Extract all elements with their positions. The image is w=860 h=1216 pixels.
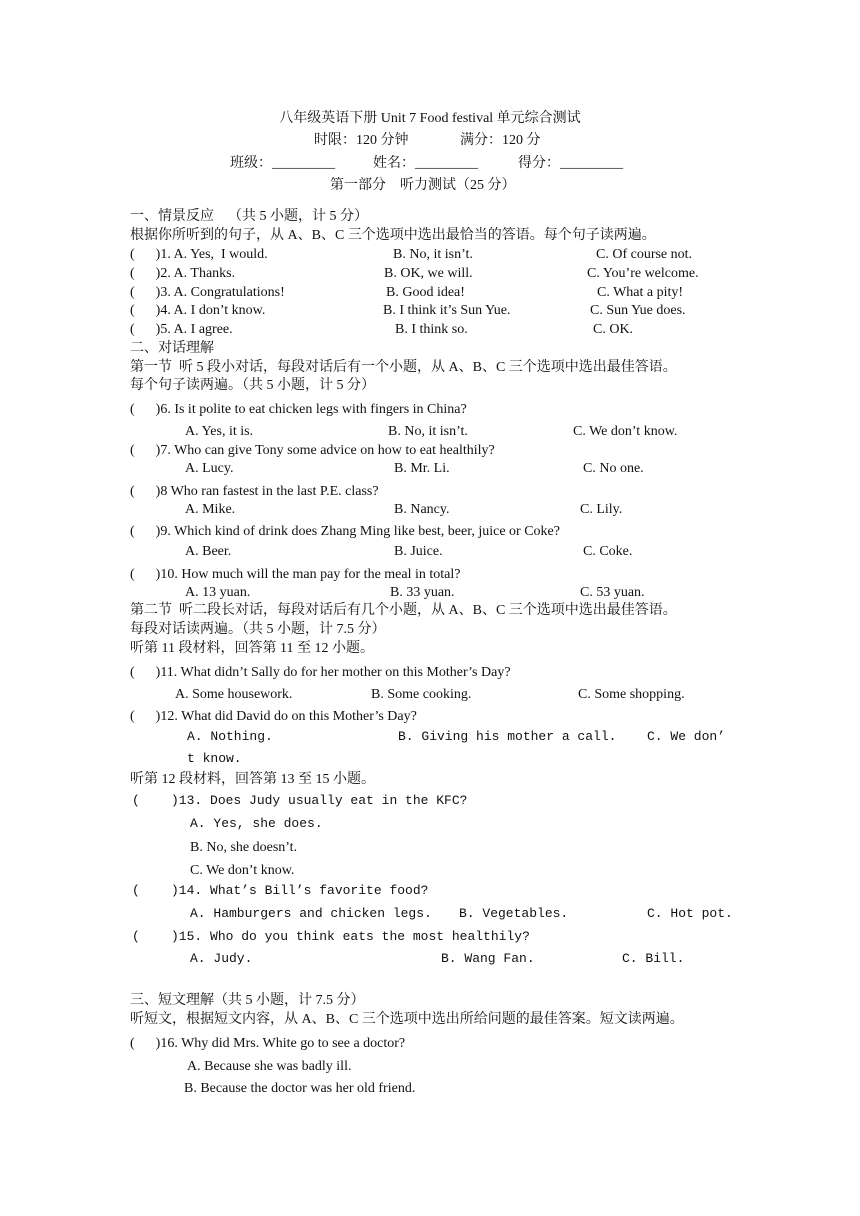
q1-option-b: B. No, it isn’t. xyxy=(393,247,473,262)
q2-option-b: B. OK, we will. xyxy=(384,266,473,281)
name-field: 姓名：_________ xyxy=(373,156,478,171)
q12-option-c: C. We don’ xyxy=(647,729,726,744)
section3-instructions: 听短文，根据短文内容，从 A、B、C 三个选项中选出所给问题的最佳答案。短文读两遍。 xyxy=(130,1012,684,1027)
q2-option-c: C. You’re welcome. xyxy=(587,266,699,281)
section2-part1-line1: 第一节 听 5 段小对话，每段对话后有一个小题，从 A、B、C 三个选项中选出最佳答语。 xyxy=(130,360,677,375)
q11-option-b: B. Some cooking. xyxy=(371,687,472,702)
q3-option-c: C. What a pity! xyxy=(597,285,684,300)
q14-option-b: B. Vegetables. xyxy=(459,906,569,921)
q16-stem: ( )16. Why did Mrs. White go to see a doctor? xyxy=(130,1036,406,1051)
part-one-heading: 第一部分 听力测试（25 分） xyxy=(330,178,516,193)
q16-option-a: A. Because she was badly ill. xyxy=(187,1059,352,1074)
q16-option-b: B. Because the doctor was her old friend. xyxy=(184,1081,416,1096)
section3-heading: 三、短文理解（共 5 小题，计 7.5 分） xyxy=(130,993,365,1008)
q8-stem: ( )8 Who ran fastest in the last P.E. class? xyxy=(130,484,379,499)
q6-option-b: B. No, it isn’t. xyxy=(388,424,468,439)
section1-instructions: 根据你所听到的句子，从 A、B、C 三个选项中选出最恰当的答语。每个句子读两遍。 xyxy=(130,228,656,243)
q12-option-a: A. Nothing. xyxy=(187,729,273,744)
q12-option-b: B. Giving his mother a call. xyxy=(398,729,617,744)
q6-option-a: A. Yes, it is. xyxy=(185,424,254,439)
q12-stem: ( )12. What did David do on this Mother’s Day? xyxy=(130,709,417,724)
q1-option-c: C. Of course not. xyxy=(596,247,693,262)
q10-option-a: A. 13 yuan. xyxy=(185,585,251,600)
q13-stem: ( )13. Does Judy usually eat in the KFC? xyxy=(132,793,468,808)
q3-stem: ( )3. A. Congratulations! xyxy=(130,285,285,300)
q9-option-a: A. Beer. xyxy=(185,544,232,559)
q14-option-a: A. Hamburgers and chicken legs. xyxy=(190,906,432,921)
q4-stem: ( )4. A. I don’t know. xyxy=(130,303,266,318)
q8-option-c: C. Lily. xyxy=(580,502,623,517)
section1-heading: 一、情景反应 （共 5 小题，计 5 分） xyxy=(130,209,368,224)
q5-stem: ( )5. A. I agree. xyxy=(130,322,233,337)
section2-part2-line1: 第二节 听二段长对话，每段对话后有几个小题，从 A、B、C 三个选项中选出最佳答语。 xyxy=(130,603,677,618)
q5-option-b: B. I think so. xyxy=(395,322,468,337)
q11-option-c: C. Some shopping. xyxy=(578,687,685,702)
class-field: 班级：_________ xyxy=(230,156,335,171)
q13-option-c: C. We don’t know. xyxy=(190,863,295,878)
section2-part2-line2: 每段对话读两遍。（共 5 小题，计 7.5 分） xyxy=(130,622,386,637)
q11-option-a: A. Some housework. xyxy=(175,687,293,702)
time-limit: 时限：120 分钟 xyxy=(314,133,409,148)
score-field: 得分：_________ xyxy=(518,156,623,171)
material-11-note: 听第 11 段材料，回答第 11 至 12 小题。 xyxy=(130,641,374,656)
section2-part1-line2: 每个句子读两遍。（共 5 小题，计 5 分） xyxy=(130,378,375,393)
q9-option-b: B. Juice. xyxy=(394,544,443,559)
q5-option-c: C. OK. xyxy=(593,322,634,337)
q8-option-a: A. Mike. xyxy=(185,502,236,517)
q14-stem: ( )14. What’s Bill’s favorite food? xyxy=(132,883,429,898)
q4-option-b: B. I think it’s Sun Yue. xyxy=(383,303,511,318)
q4-option-c: C. Sun Yue does. xyxy=(590,303,686,318)
q9-stem: ( )9. Which kind of drink does Zhang Ming like best, beer, juice or Coke? xyxy=(130,524,560,539)
q3-option-b: B. Good idea! xyxy=(386,285,465,300)
q11-stem: ( )11. What didn’t Sally do for her mother on this Mother’s Day? xyxy=(130,665,511,680)
q13-option-a: A. Yes, she does. xyxy=(190,816,323,831)
q15-option-c: C. Bill. xyxy=(622,951,685,966)
q1-stem: ( )1. A. Yes, I would. xyxy=(130,247,268,262)
q10-option-c: C. 53 yuan. xyxy=(580,585,645,600)
full-score: 满分：120 分 xyxy=(460,133,541,148)
q2-stem: ( )2. A. Thanks. xyxy=(130,266,236,281)
q9-option-c: C. Coke. xyxy=(583,544,633,559)
section2-heading: 二、对话理解 xyxy=(130,341,214,356)
q7-option-c: C. No one. xyxy=(583,461,644,476)
page-title: 八年级英语下册 Unit 7 Food festival 单元综合测试 xyxy=(279,111,581,126)
q10-option-b: B. 33 yuan. xyxy=(390,585,455,600)
q12-option-c-continued: t know. xyxy=(187,751,242,766)
q15-option-a: A. Judy. xyxy=(190,951,253,966)
q6-option-c: C. We don’t know. xyxy=(573,424,678,439)
q7-option-a: A. Lucy. xyxy=(185,461,234,476)
q7-stem: ( )7. Who can give Tony some advice on how to eat healthily? xyxy=(130,443,495,458)
q14-option-c: C. Hot pot. xyxy=(647,906,733,921)
q10-stem: ( )10. How much will the man pay for the meal in total? xyxy=(130,567,461,582)
q13-option-b: B. No, she doesn’t. xyxy=(190,840,298,855)
material-12-note: 听第 12 段材料，回答第 13 至 15 小题。 xyxy=(130,772,375,787)
q7-option-b: B. Mr. Li. xyxy=(394,461,450,476)
q8-option-b: B. Nancy. xyxy=(394,502,450,517)
q15-stem: ( )15. Who do you think eats the most healthily? xyxy=(132,929,530,944)
q15-option-b: B. Wang Fan. xyxy=(441,951,535,966)
q6-stem: ( )6. Is it polite to eat chicken legs with fingers in China? xyxy=(130,402,467,417)
